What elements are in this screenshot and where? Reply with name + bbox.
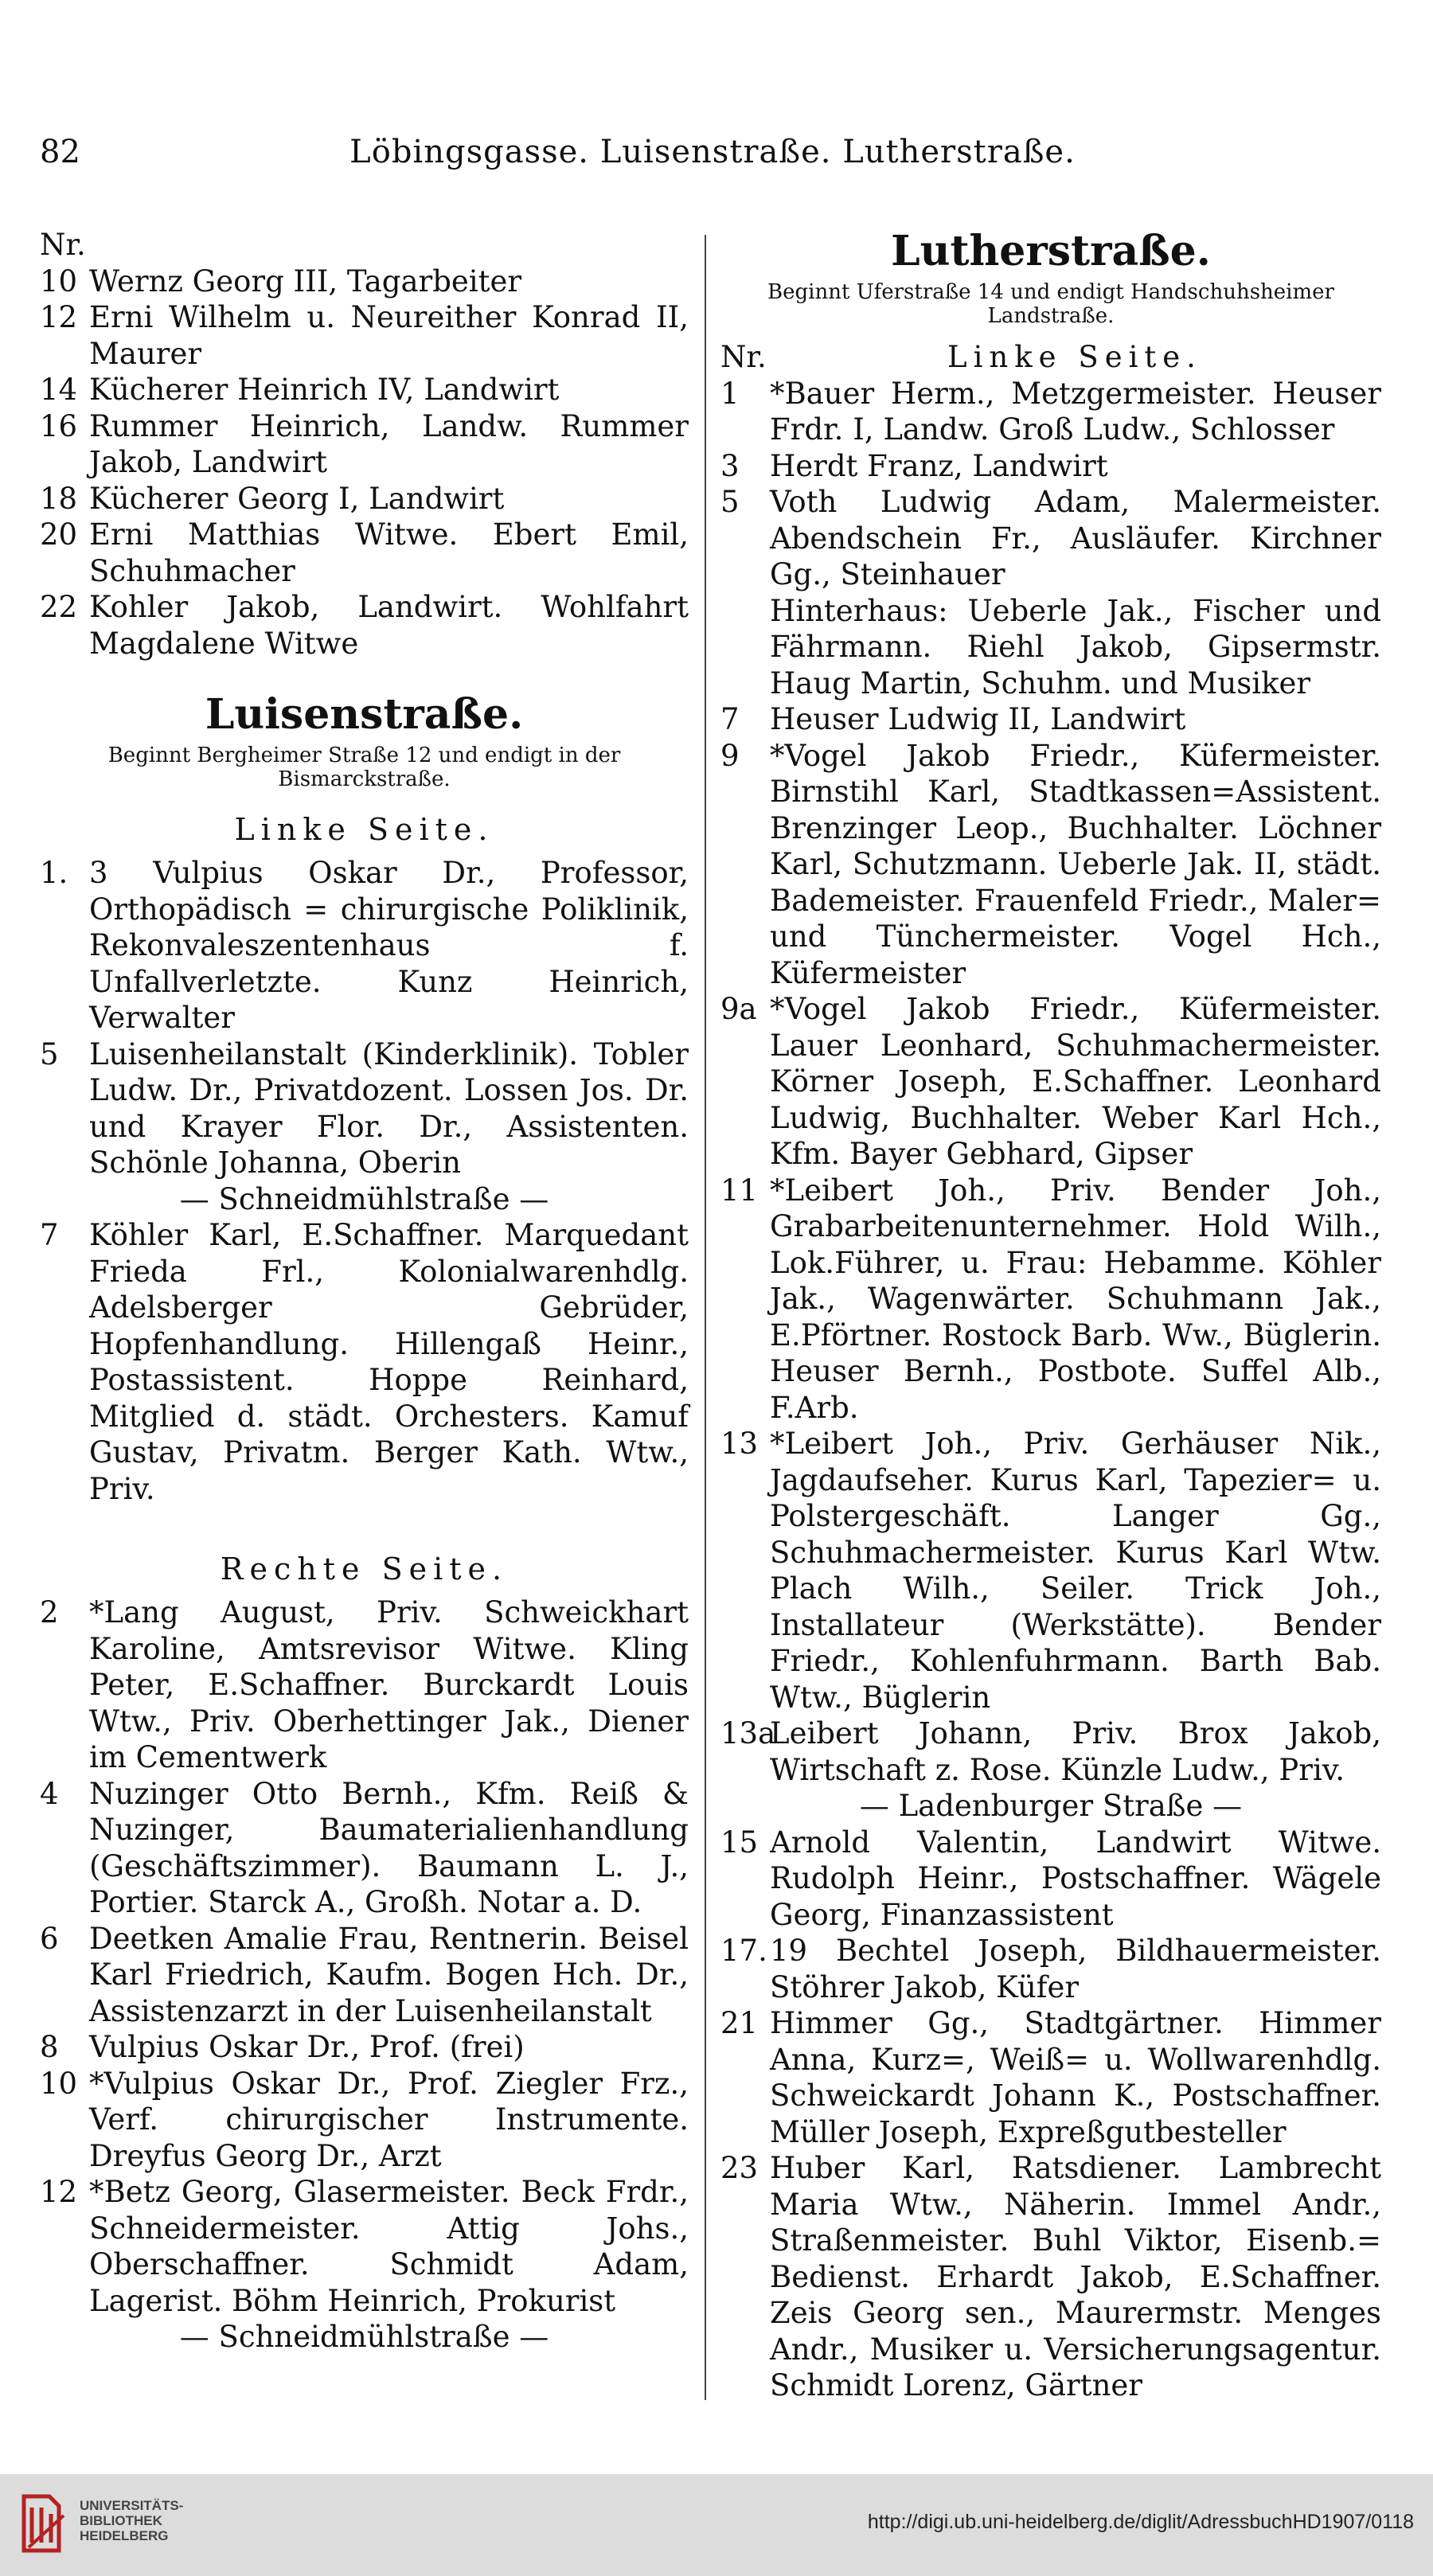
address-entry xyxy=(720,1933,1381,2005)
resident-list: Leibert Johann, Priv. Brox Jakob, Wirtschaft z. Rose. Künzle Ludw., Priv. xyxy=(770,1716,1381,1787)
luisen-left-entries-a xyxy=(40,855,689,1181)
house-number: 13a xyxy=(720,1716,776,1751)
house-number: 8 xyxy=(40,2030,59,2064)
cross-street: — Schneidmühlstraße — xyxy=(179,1181,549,1216)
resident-list: Kohler Jakob, Landwirt. Wohlfahrt Magdalene Witwe xyxy=(89,590,689,661)
nr-label: Nr. xyxy=(40,228,86,262)
address-entry xyxy=(40,589,689,662)
resident-list: *Vulpius Oskar Dr., Prof. Ziegler Frz., Verf. chirurgischer Instrumente. Dreyfus Georg Dr., Arzt xyxy=(89,2066,689,2173)
house-number: 5 xyxy=(40,1036,59,1071)
loebingsgasse-entries xyxy=(40,263,689,662)
house-number: 7 xyxy=(720,702,740,736)
address-entry xyxy=(40,408,689,481)
resident-list: Arnold Valentin, Landwirt Witwe. Rudolph Heinr., Postschaffner. Wägele Georg, Finanzassistent xyxy=(770,1825,1381,1932)
house-number: 5 xyxy=(720,485,740,519)
resident-list: Vulpius Oskar Dr., Prof. (frei) xyxy=(89,2030,525,2064)
house-number: 7 xyxy=(40,1218,59,1252)
address-entry xyxy=(720,1825,1381,1934)
address-entry xyxy=(40,2029,689,2066)
street-title-lutherstrasse: Lutherstraße. xyxy=(891,227,1211,275)
house-number: 11 xyxy=(720,1173,759,1208)
house-number: 4 xyxy=(40,1776,59,1811)
resident-list: *Betz Georg, Glasermeister. Beck Frdr., Schneidermeister. Attig Johs., Oberschaffner. Schmidt Adam, Lagerist. Böhm Heinrich, Prokurist xyxy=(89,2175,689,2318)
side-label-left: Linke Seite. xyxy=(234,812,494,847)
house-number: 21 xyxy=(720,2006,759,2040)
address-entry xyxy=(40,299,689,372)
source-url-link[interactable]: http://digi.ub.uni-heidelberg.de/diglit/AdressbuchHD1907/0118 xyxy=(867,2511,1414,2533)
luisen-right-entries xyxy=(40,1594,689,2319)
address-entry xyxy=(40,1594,689,1776)
address-entry xyxy=(40,263,689,300)
resident-list: Kücherer Georg I, Landwirt xyxy=(89,481,505,516)
house-number: 15 xyxy=(720,1825,759,1860)
house-number: 1 xyxy=(720,376,740,411)
page-number: 82 xyxy=(40,134,80,170)
house-number: 22 xyxy=(40,590,78,624)
address-entry xyxy=(40,1776,689,1921)
right-column xyxy=(720,227,1381,2404)
running-title: Löbingsgasse. Luisenstraße. Lutherstraße. xyxy=(349,134,1076,170)
resident-list: *Vogel Jakob Friedr., Küfermeister. Birnstihl Karl, Stadtkassen=Assistent. Brenzinger Leop., Buchhalter. Löchner Karl, Schutzmann. Ueberle Jak. II, städt. Bademeister. Frauenfeld Friedr., Maler= und Tünchermeister. Vogel Hch., Küfermeister xyxy=(770,738,1381,990)
address-entry xyxy=(720,448,1381,485)
house-number: 2 xyxy=(40,1595,59,1630)
luther-entries-c xyxy=(720,1825,1381,2404)
address-entry xyxy=(40,2066,689,2175)
house-number: 10 xyxy=(40,2066,78,2101)
resident-list: Luisenheilanstalt (Kinderklinik). Tobler Ludw. Dr., Privatdozent. Lossen Jos. Dr. und Krayer Flor. Dr., Assistenten. Schönle Johanna, Oberin xyxy=(89,1036,689,1180)
address-entry xyxy=(720,738,1381,992)
house-number: 23 xyxy=(720,2151,759,2185)
resident-list: Rummer Heinrich, Landw. Rummer Jakob, Landwirt xyxy=(89,408,689,479)
resident-list: Erni Matthias Witwe. Ebert Emil, Schuhmacher xyxy=(89,517,689,588)
house-number: 14 xyxy=(40,373,78,407)
address-entry xyxy=(40,2174,689,2319)
resident-list: Wernz Georg III, Tagarbeiter xyxy=(89,263,522,299)
nr-side-row xyxy=(720,339,1381,376)
address-entry xyxy=(720,1715,1381,1788)
house-number: 9 xyxy=(720,738,740,773)
house-number: 20 xyxy=(40,517,78,552)
cross-street: — Ladenburger Straße — xyxy=(859,1789,1243,1823)
resident-list: Heuser Ludwig II, Landwirt xyxy=(770,702,1186,736)
resident-list: Huber Karl, Ratsdiener. Lambrecht Maria Wtw., Näherin. Immel Andr., Straßenmeister. Buhl Viktor, Eisenb.= Bedienst. Erhardt Jakob, E.Schaffner. Zeis Georg sen., Maurermstr. Menges Andr., Musiker u. Versicherungsagentur. Schmidt Lorenz, Gärtner xyxy=(770,2151,1381,2402)
side-label-right: Rechte Seite. xyxy=(220,1551,509,1587)
resident-list: Erni Wilhelm u. Neureither Konrad II, Maurer xyxy=(89,300,689,371)
resident-list: Köhler Karl, E.Schaffner. Marquedant Frieda Frl., Kolonialwarenhdlg. Adelsberger Gebrüder, Hopfenhandlung. Hillengaß Heinr., Postassistent. Hoppe Reinhard, Mitglied d. städt. Orchesters. Kamuf Gustav, Privatm. Berger Kath. Wtw., Priv. xyxy=(89,1218,689,1506)
cross-street: — Schneidmühlstraße — xyxy=(179,2320,549,2354)
address-entry xyxy=(40,1036,689,1181)
address-entry xyxy=(720,376,1381,448)
resident-list: *Leibert Joh., Priv. Gerhäuser Nik., Jagdaufseher. Kurus Karl, Tapezier= u. Polstergeschäft. Langer Gg., Schuhmachermeister. Kurus Karl Wtw. Plach Wilh., Seiler. Trick Joh., Installateur (Werkstätte). Bender Friedr., Kohlenfuhrmann. Barth Bab. Wtw., Büglerin xyxy=(770,1427,1381,1715)
resident-list: Deetken Amalie Frau, Rentnerin. Beisel Karl Friedrich, Kaufm. Bogen Hch. Dr., Assistenzarzt in der Luisenheilanstalt xyxy=(89,1921,689,2028)
side-label-left: Linke Seite. xyxy=(947,340,1202,374)
house-number: 18 xyxy=(40,481,78,516)
house-number: 12 xyxy=(40,2175,78,2209)
address-entry xyxy=(40,1217,689,1507)
resident-list: *Vogel Jakob Friedr., Küfermeister. Lauer Leonhard, Schuhmachermeister. Körner Joseph, E.Schaffner. Leonhard Ludwig, Buchhalter. Weber Karl Hch., Kfm. Bayer Gebhard, Gipser xyxy=(770,992,1381,1171)
address-entry xyxy=(40,1921,689,2030)
luisen-left-entries-b xyxy=(40,1217,689,1507)
address-entry xyxy=(720,991,1381,1173)
address-entry xyxy=(720,484,1381,593)
address-entry xyxy=(40,372,689,408)
address-entry xyxy=(40,517,689,589)
column-divider xyxy=(705,235,706,2400)
page-header xyxy=(40,134,1385,189)
university-library-logo-icon xyxy=(18,2492,70,2555)
house-number: 3 xyxy=(720,448,740,483)
street-note-luisenstrasse: Beginnt Bergheimer Straße 12 und endigt in der Bismarckstraße. xyxy=(107,744,621,791)
house-number: 6 xyxy=(40,1921,59,1956)
house-number: 13 xyxy=(720,1427,759,1461)
address-entry xyxy=(40,855,689,1036)
resident-list: *Bauer Herm., Metzgermeister. Heuser Frdr. I, Landw. Groß Ludw., Schlosser xyxy=(770,376,1381,447)
address-entry xyxy=(720,1426,1381,1715)
hinterhaus-entry xyxy=(720,593,1381,702)
address-entry xyxy=(720,2005,1381,2150)
footer-bar xyxy=(0,2474,1433,2576)
address-entry xyxy=(720,2150,1381,2404)
resident-list: *Lang August, Priv. Schweickhart Karoline, Amtsrevisor Witwe. Kling Peter, E.Schaffner. Burckardt Louis Wtw., Priv. Oberhettinger Jak., Diener im Cementwerk xyxy=(89,1595,689,1774)
resident-list: Herdt Franz, Landwirt xyxy=(770,448,1108,483)
address-entry xyxy=(720,1173,1381,1427)
resident-list: Himmer Gg., Stadtgärtner. Himmer Anna, Kurz=, Weiß= u. Wollwarenhdlg. Schweickardt Johann K., Postschaffner. Müller Joseph, Expreßgutbesteller xyxy=(770,2006,1381,2149)
street-title-luisenstrasse: Luisenstraße. xyxy=(205,690,524,739)
left-column xyxy=(40,227,689,2355)
resident-list: Kücherer Heinrich IV, Landwirt xyxy=(89,373,560,407)
luther-entries-b xyxy=(720,701,1381,1788)
house-number: 10 xyxy=(40,263,78,299)
street-note-lutherstrasse: Beginnt Uferstraße 14 und endigt Handschuhsheimer Landstraße. xyxy=(767,280,1334,328)
resident-list: Voth Ludwig Adam, Malermeister. Abendschein Fr., Ausläufer. Kirchner Gg., Steinhauer xyxy=(770,485,1381,591)
house-number: 1. xyxy=(40,856,68,890)
house-number: 9a xyxy=(720,992,757,1026)
resident-list: Nuzinger Otto Bernh., Kfm. Reiß & Nuzinger, Baumaterialienhandlung (Geschäftszimmer). Baumann L. J., Portier. Starck A., Großh. Notar a. D. xyxy=(89,1776,689,1919)
hinterhaus-text: Hinterhaus: Ueberle Jak., Fischer und Fährmann. Riehl Jakob, Gipsermstr. Haug Martin, Schuhm. und Musiker xyxy=(770,593,1381,701)
house-number: 17. xyxy=(720,1934,767,1968)
resident-list: 3 Vulpius Oskar Dr., Professor, Orthopädisch = chirurgische Poliklinik, Rekonvaleszentenhaus f. Unfallverletzte. Kunz Heinrich, Verwalter xyxy=(89,856,689,1035)
nr-label: Nr. xyxy=(720,340,767,374)
address-entry xyxy=(720,701,1381,738)
library-name: UNIVERSITÄTS- BIBLIOTHEK HEIDELBERG xyxy=(80,2498,184,2543)
house-number: 16 xyxy=(40,408,78,443)
house-number: 12 xyxy=(40,300,78,334)
address-entry xyxy=(40,481,689,517)
resident-list: 19 Bechtel Joseph, Bildhauermeister. Stöhrer Jakob, Küfer xyxy=(770,1934,1381,2004)
resident-list: *Leibert Joh., Priv. Bender Joh., Grabarbeitenunternehmer. Hold Wilh., Lok.Führer, u. Frau: Hebamme. Köhler Jak., Wagenwärter. Schuhmann Jak., E.Pförtner. Rostock Barb. Ww., Büglerin. Heuser Bernh., Postbote. Suffel Alb., F.Arb. xyxy=(770,1173,1381,1425)
luther-entries-a xyxy=(720,376,1381,593)
